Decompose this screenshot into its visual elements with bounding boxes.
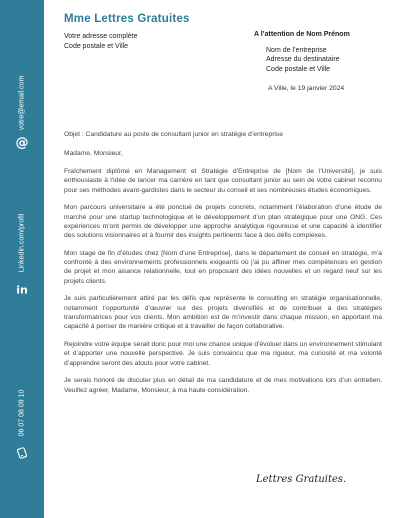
letter-body — [64, 130, 382, 403]
signature: Lettres Gratuites. — [256, 474, 347, 485]
recipient-details — [254, 46, 350, 75]
phone-icon — [17, 448, 27, 459]
contact-linkedin: Linkedin.com/profil — [18, 213, 26, 273]
recipient-city: Code postale et Ville — [266, 65, 331, 73]
contact-sidebar — [0, 0, 44, 518]
letter-paragraph: Mon stage de fin d’études chez [Nom d’une Entreprise], dans le département de conseil en stratégie, m’a confronté à des environnements professionnels exigeants où j’ai pu affiner mes compétences en gestion de projet et mon aisance relationnelle, tout en proposant des idées nouvelles et un regard neuf sur les projets clients. — [64, 249, 382, 285]
sender-block — [64, 32, 138, 51]
letter-paragraph: Fraîchement diplômé en Management et Stratégie d’Entreprise de [Nom de l’Université], je suis enthousiaste à l’idée de lancer ma carrière en tant que consultant junior au sein de votre cabinet reconnu pour ses méthodes avant-gardistes dans le secteur du conseil et ses nombreuses études économiques. — [64, 167, 382, 194]
sender-address: Votre adresse complète — [64, 33, 138, 40]
letter-paragraph: Je suis particulièrement attiré par les défis que représente le consulting en stratégie organisationnelle, notamment l’opportunité d’œuvrer sur des projets diversifiés et de contribuer à des stratégies transformatrices pour vos clients. Mon ambition est de m’investir dans chaque mission, en apportant ma capacité à penser de manière critique et à travailler de façon collaborative. — [64, 295, 382, 331]
letter-paragraph: Mon parcours universitaire a été ponctué de projets concrets, notamment l’élaboration d’une étude de marché pour une startup technologique et le développement d’un plan stratégique pour une ONG. Ces expériences m’ont permis de développer une approche analytique rigoureuse et une capacité à identifier des solutions visionnaires et à fournir des insights pertinents face à des défis complexes. — [64, 204, 382, 240]
recipient-address: Adresse du destinataire — [266, 56, 340, 63]
letter-paragraph: Je serais honoré de discuter plus en détail de ma candidature et de mes motivations lors d’un entretien. Veuillez agréer, Madame, Monsieur, à ma haute considération. — [64, 377, 382, 394]
letter-date: A Ville, le 19 janvier 2024 — [268, 85, 345, 92]
letter-paragraph: Rejoindre votre équipe serait donc pour moi une chance unique d’évoluer dans un environnement stimulant et d’apporter une nouvelle perspective. Je suis convaincu que ma rigueur, ma curiosité et ma volonté d’apprendre seront des atouts pour votre cabinet. — [64, 341, 382, 367]
recipient-attention: A l’attention de Nom Prénom — [254, 31, 350, 38]
sender-name: Mme Lettres Gratuites — [64, 13, 190, 25]
sender-city: Code postale et Ville — [64, 42, 129, 50]
linkedin-icon: in — [16, 283, 28, 297]
contact-phone: 06 07 08 09 10 — [18, 389, 26, 437]
letter-object: Objet : Candidature au poste de consultant junior en stratégie d’entreprise — [64, 131, 283, 138]
contact-email: votre@email.com — [18, 75, 26, 131]
at-icon: @ — [15, 135, 29, 151]
letter-salutation: Madame, Monsieur, — [64, 150, 123, 158]
recipient-company: Nom de l’entreprise — [266, 46, 327, 54]
recipient-block — [254, 30, 350, 74]
